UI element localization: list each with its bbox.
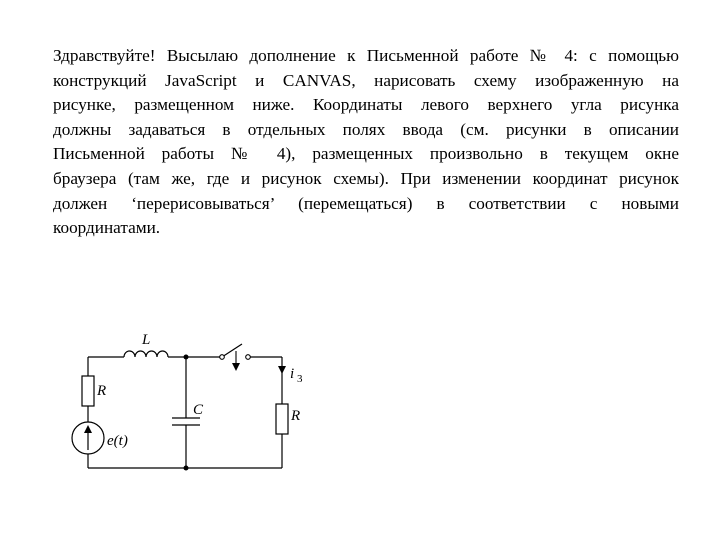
circuit-diagram [60, 318, 320, 483]
switch-terminal [246, 355, 251, 360]
text-line: рисунке, размещенном ниже. Координаты левого верхнего угла рисунка [53, 95, 679, 115]
text-line: координатами. [53, 218, 161, 238]
switch-blade [222, 344, 242, 357]
text-line: Письменной работы № 4), размещенных произвольно в текущем окне [53, 144, 679, 164]
resistor-right-label: R [291, 408, 301, 424]
text-line: должен ‘перерисовываться’ (перемещаться) в соответствии с новыми [53, 193, 679, 213]
current-arrowhead [278, 366, 286, 374]
inductor [124, 351, 168, 357]
inductor-label: L [142, 332, 151, 348]
source-label: e(t) [107, 433, 128, 449]
resistor-left-label: R [97, 383, 107, 399]
text-line: браузера (там же, где и рисунок схемы). При изменении координат рисунок [53, 168, 679, 188]
resistor-left [82, 376, 94, 406]
message-paragraph [53, 44, 679, 241]
switch-terminal [220, 355, 225, 360]
current-label: i [290, 366, 295, 382]
capacitor-label: C [193, 402, 204, 418]
switch-arrowhead [232, 363, 240, 371]
junction-dot [184, 466, 189, 471]
current-subscript: 3 [297, 373, 303, 385]
resistor-right [276, 404, 288, 434]
text-line: должны задаваться в отдельных полях ввода (см. рисунки в описании [53, 119, 679, 139]
junction-dot [184, 355, 189, 360]
text-line: конструкций JavaScript и CANVAS, нарисовать схему изображенную на [53, 70, 679, 90]
text-line: Здравствуйте! Высылаю дополнение к Письменной работе № 4: с помощью [53, 46, 679, 65]
